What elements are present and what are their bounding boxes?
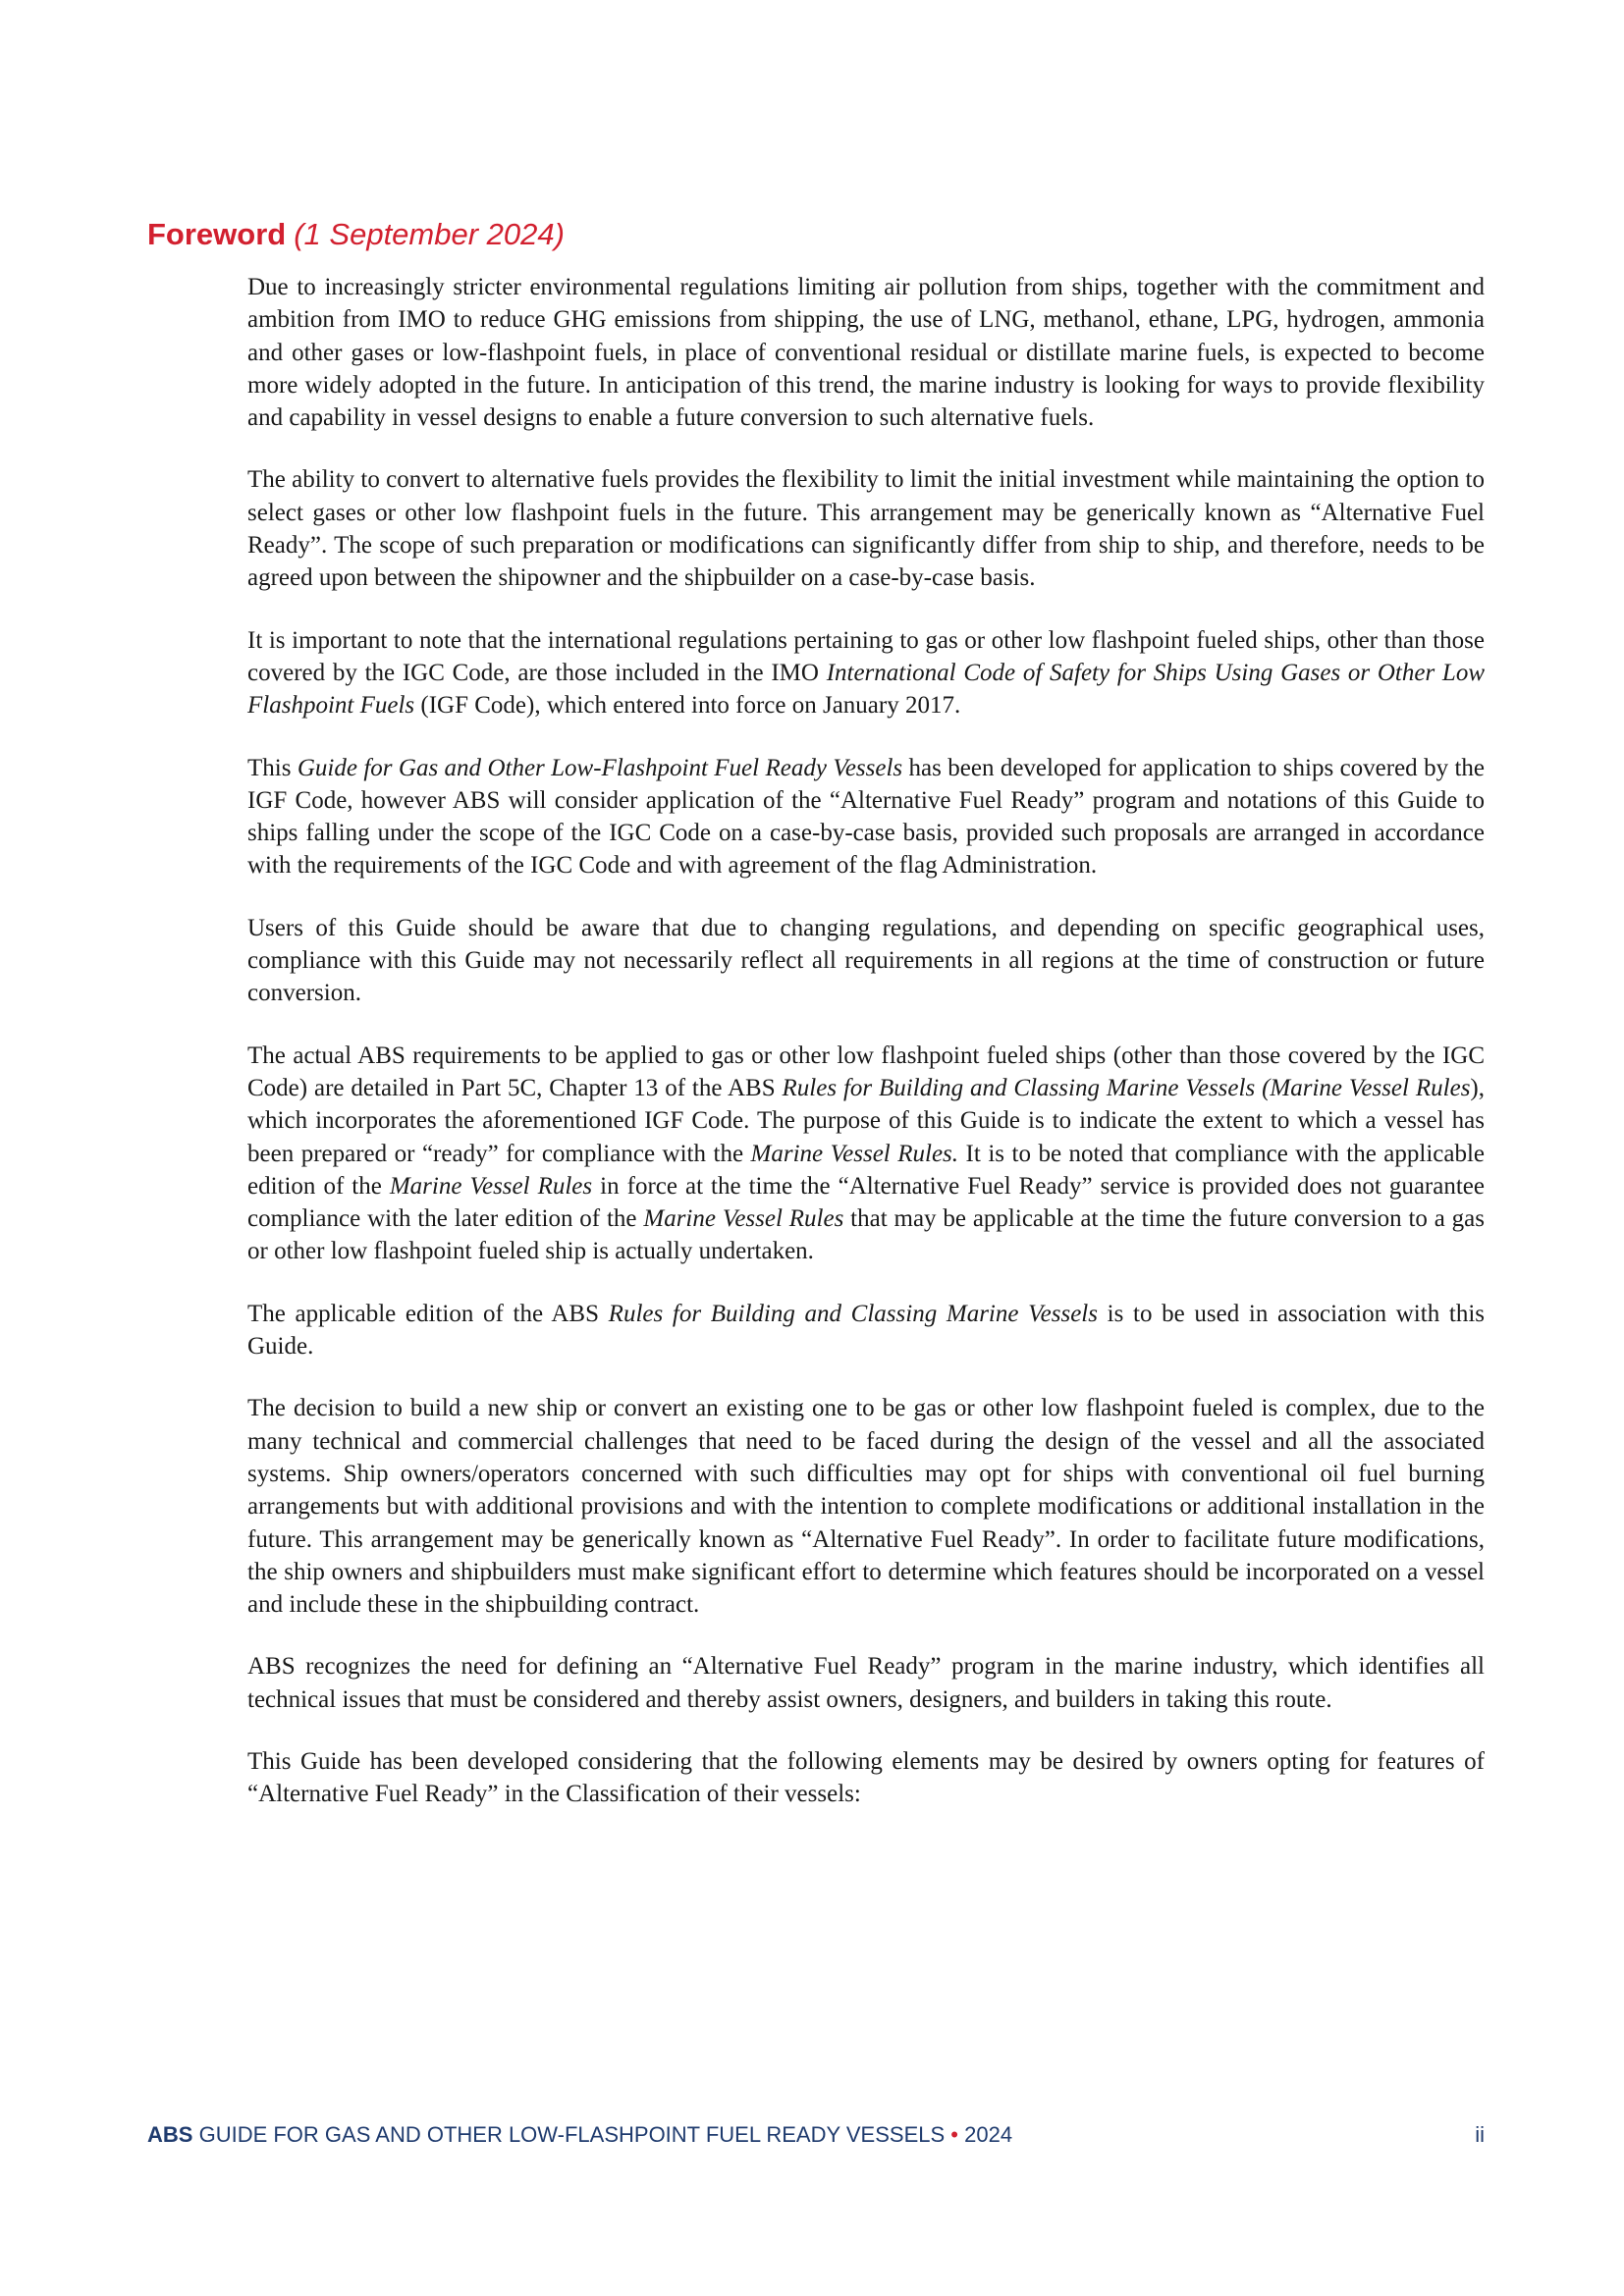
paragraph-6-text-c: ), which incorporates the aforementioned IGF Code. The purpose of this Guide is to indicate the extent to which a vessel has been prepared or “ready” for compliance with the: [247, 1074, 1485, 1167]
rules-title: Rules for Building and Classing Marine Vessels (Marine Vessel Rules: [782, 1074, 1471, 1101]
marine-vessel-rules-ref-3: Marine Vessel Rules: [643, 1205, 844, 1233]
heading-date: (1 September 2024): [294, 217, 565, 251]
paragraph-3: [247, 624, 1485, 722]
paragraph-10: This Guide has been developed considering that the following elements may be desired by owners opting for features of “Alternative Fuel Ready” in the Classification of their vessels:: [247, 1747, 1485, 1808]
rules-building-title: Rules for Building and Classing Marine Vessels: [608, 1300, 1098, 1327]
paragraph-6: [247, 1040, 1485, 1268]
paragraph-1: Due to increasingly stricter environmental regulations limiting air pollution from ships, together with the commitment and ambition from IMO to reduce GHG emissions from shipping, the use of LNG, methanol, ethane, LPG, hydrogen, ammonia and other gases or low-flashpoint fuels, in place of conventional residual or distillate marine fuels, is expected to become more widely adopted in the future. In anticipation of this trend, the marine industry is looking for ways to provide flexibility and capability in vessel designs to enable a future conversion to such alternative fuels.: [247, 274, 1485, 432]
igf-code-title: International Code of Safety for Ships Using Gases or Other Low Flashpoint Fuels: [247, 659, 1485, 720]
paragraph-7: [247, 1298, 1485, 1363]
paragraph-4-text-a: This: [247, 754, 298, 781]
paragraph-4: [247, 752, 1485, 882]
page-footer: [147, 2120, 1485, 2150]
foreword-body: [247, 271, 1485, 1841]
paragraph-6-text-a: The actual ABS requirements to be applied to gas or other low flashpoint fueled ships (other than those covered by the IGC Code) are detailed in Part 5C, Chapter 13 of the ABS: [247, 1041, 1485, 1101]
paragraph-6-text-i: that may be applicable at the time the future conversion to a gas or other low flashpoint fueled ship is actually undertaken.: [247, 1205, 1486, 1265]
footer-year: 2024: [964, 2122, 1013, 2147]
paragraph-7-text-c: is to be used in association with this Guide.: [247, 1300, 1485, 1361]
footer-bullet: •: [950, 2122, 958, 2147]
paragraph-6-text-e: It is to be noted that compliance with the applicable edition of the: [247, 1140, 1486, 1200]
paragraph-4-text-c: has been developed for application to ships covered by the IGF Code, however ABS will consider application of the “Alternative Fuel Ready” program and notations of this Guide to ships falling under the scope of the IGC Code on a case-by-case basis, provided such proposals are arranged in accordance with the requirements of the IGC Code and with agreement of the flag Administration.: [247, 754, 1485, 880]
heading-title: Foreword: [147, 217, 287, 251]
marine-vessel-rules-ref-2: Marine Vessel Rules: [389, 1172, 593, 1200]
page-number: ii: [1475, 2122, 1485, 2147]
paragraph-3-text-a: It is important to note that the international regulations pertaining to gas or other low flashpoint fueled ships, other than those covered by the IGC Code, are those included in the IMO: [247, 626, 1485, 686]
marine-vessel-rules-ref-1: Marine Vessel Rules.: [750, 1140, 959, 1167]
paragraph-7-text-a: The applicable edition of the ABS: [247, 1300, 609, 1327]
section-heading: [147, 215, 565, 254]
paragraph-5: Users of this Guide should be aware that due to changing regulations, and depending on specific geographical uses, compliance with this Guide may not necessarily reflect all requirements in all regions at the time of construction or future conversion.: [247, 914, 1485, 1007]
paragraph-3-text-c: (IGF Code), which entered into force on January 2017.: [414, 692, 961, 720]
footer-brand: ABS: [147, 2122, 193, 2147]
paragraph-8: The decision to build a new ship or convert an existing one to be gas or other low flashpoint fueled is complex, due to the many technical and commercial challenges that need to be faced during the design of the vessel and all the associated systems. Ship owners/operators concerned with such difficulties may opt for ships with conventional oil fuel burning arrangements but with additional provisions and with the intention to complete modifications or additional installation in the future. This arrangement may be generically known as “Alternative Fuel Ready”. In order to facilitate future modifications, the ship owners and shipbuilders must make significant effort to determine which features should be incorporated on a vessel and include these in the shipbuilding contract.: [247, 1395, 1485, 1619]
paragraph-2: The ability to convert to alternative fuels provides the flexibility to limit the initial investment while maintaining the option to select gases or other low flashpoint fuels in the future. This arrangement may be generically known as “Alternative Fuel Ready”. The scope of such preparation or modifications can significantly differ from ship to ship, and therefore, needs to be agreed upon between the shipowner and the shipbuilder on a case-by-case basis.: [247, 466, 1485, 592]
paragraph-9: ABS recognizes the need for defining an “Alternative Fuel Ready” program in the marine industry, which identifies all technical issues that must be considered and thereby assist owners, designers, and builders in taking this route.: [247, 1653, 1485, 1713]
paragraph-6-text-g: in force at the time the “Alternative Fuel Ready” service is provided does not guarantee compliance with the later edition of the: [247, 1172, 1485, 1233]
guide-title: Guide for Gas and Other Low-Flashpoint Fuel Ready Vessels: [297, 754, 903, 781]
footer-title: GUIDE FOR GAS AND OTHER LOW-FLASHPOINT FUEL READY VESSELS: [198, 2122, 946, 2147]
